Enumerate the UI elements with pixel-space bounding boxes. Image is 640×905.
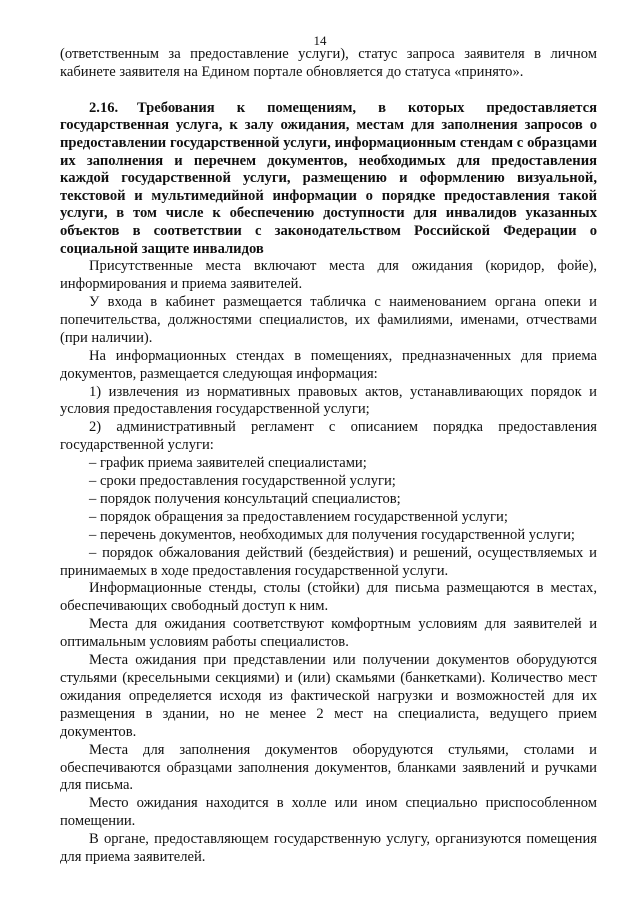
- section-number: 2.16.: [89, 99, 119, 116]
- paragraph: В органе, предоставляющем государственную услугу, организуются помещения для приема заявителей.: [60, 831, 597, 866]
- list-item: – порядок получения консультаций специалистов;: [89, 490, 401, 507]
- list-item: 1) извлечения из нормативных правовых актов, устанавливающих порядок и условия предоставления государственной услуги;: [60, 383, 597, 418]
- paragraph: Места для заполнения документов оборудуются стульями, столами и обеспечиваются образцами заполнения документов, бланками заявлений и ручками для письма.: [60, 741, 597, 794]
- paragraph: Места ожидания при представлении или получении документов оборудуются стульями (кресельными секциями) и (или) скамьями (банкетками). Количество мест ожидания определяется исходя из фактической нагрузки и возможностей для их размещения в здании, но не менее 2 мест на специалиста, ведущего прием документов.: [60, 652, 597, 740]
- paragraph: Места для ожидания соответствуют комфортным условиям для заявителей и оптимальным условиям работы специалистов.: [60, 616, 597, 651]
- list-item: 2) административный регламент с описанием порядка предоставления государственной услуги:: [60, 419, 597, 454]
- page-number: 14: [313, 33, 327, 48]
- paragraph: (ответственным за предоставление услуги), статус запроса заявителя в личном кабинете заявителя на Едином портале обновляется до статуса «принято».: [60, 46, 597, 80]
- paragraph: Информационные стенды, столы (стойки) для письма размещаются в местах, обеспечивающих свободный доступ к ним.: [60, 580, 597, 615]
- list-item: – график приема заявителей специалистами;: [89, 455, 367, 472]
- document-body: [60, 46, 597, 867]
- section-heading-text: Требования к помещениям, в которых предоставляется государственная услуга, к залу ожидания, местам для заполнения запросов о предоставлении государственной услуги, информационным стендам с образцами их заполнения и перечнем документов, необходимых для предоставления каждой государственной услуги, размещению и оформлению визуальной, текстовой и мультимедийной информации о порядке предоставления такой услуги, в том числе к обеспечению доступности для инвалидов указанных объектов в соответствии с законодательством Российской Федерации о социальной защите инвалидов: [60, 99, 597, 257]
- paragraph: Место ожидания находится в холле или ином специально приспособленном помещении.: [60, 795, 597, 830]
- list-item: – порядок обращения за предоставлением государственной услуги;: [89, 508, 508, 525]
- section-heading: [60, 100, 597, 258]
- list-item: – перечень документов, необходимых для получения государственной услуги;: [89, 526, 575, 543]
- paragraph: На информационных стендах в помещениях, предназначенных для приема документов, размещается следующая информация:: [60, 347, 597, 382]
- list-item: – сроки предоставления государственной услуги;: [89, 473, 396, 490]
- list-item: – порядок обжалования действий (бездействия) и решений, осуществляемых и принимаемых в ходе предоставления государственной услуги.: [60, 544, 597, 579]
- paragraph: Присутственные места включают места для ожидания (коридор, фойе), информирования и приема заявителей.: [60, 258, 597, 293]
- paragraph: У входа в кабинет размещается табличка с наименованием органа опеки и попечительства, должностями специалистов, их фамилиями, именами, отчествами (при наличии).: [60, 293, 597, 346]
